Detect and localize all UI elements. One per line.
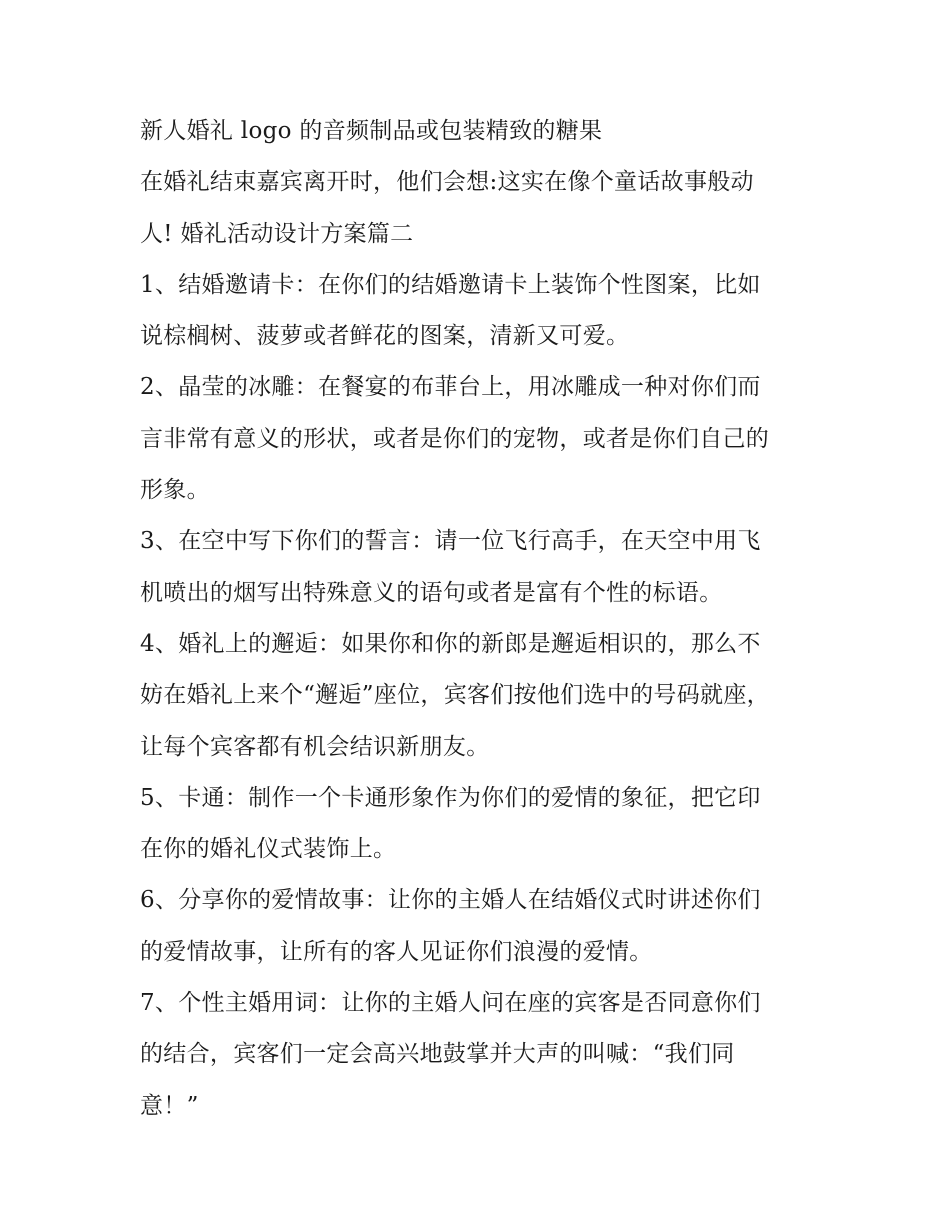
text-line: 形象。 <box>140 477 210 504</box>
text-line: 的爱情故事，让所有的客人见证你们浪漫的爱情。 <box>140 938 653 965</box>
text-line: 1、结婚邀请卡：在你们的结婚邀请卡上装饰个性图案，比如 <box>140 271 761 298</box>
text-line: 让每个宾客都有机会结识新朋友。 <box>140 733 490 760</box>
text-line: 在婚礼结束嘉宾离开时，他们会想:这实在像个童话故事般动 <box>140 169 754 196</box>
text-line: 妨在婚礼上来个“邂逅”座位，宾客们按他们选中的号码就座， <box>140 682 770 709</box>
text-line: 机喷出的烟写出特殊意义的语句或者是富有个性的标语。 <box>140 579 723 606</box>
text-line: 言非常有意义的形状，或者是你们的宠物，或者是你们自己的 <box>140 425 770 452</box>
text-line: 7、个性主婚用词：让你的主婚人问在座的宾客是否同意你们 <box>140 990 761 1017</box>
text-line: 2、晶莹的冰雕：在餐宴的布菲台上，用冰雕成一种对你们而 <box>140 374 761 401</box>
text-line: 3、在空中写下你们的誓言：请一位飞行高手，在天空中用飞 <box>140 528 761 555</box>
text-line: 6、分享你的爱情故事：让你的主婚人在结婚仪式时讲述你们 <box>140 887 761 914</box>
text-line: 的结合，宾客们一定会高兴地鼓掌并大声的叫喊：“我们同 <box>140 1041 735 1068</box>
text-line: 5、卡通：制作一个卡通形象作为你们的爱情的象征，把它印 <box>140 784 761 811</box>
document-body <box>140 106 820 1132</box>
text-line: 说棕榈树、菠萝或者鲜花的图案，清新又可爱。 <box>140 323 630 350</box>
text-line: 人! 婚礼活动设计方案篇二 <box>140 220 414 247</box>
text-line: 意！” <box>140 1092 199 1119</box>
text-line: 4、婚礼上的邂逅：如果你和你的新郎是邂逅相识的，那么不 <box>140 630 761 657</box>
text-line: 新人婚礼 logo 的音频制品或包装精致的糖果 <box>140 118 603 144</box>
text-line: 在你的婚礼仪式装饰上。 <box>140 836 397 863</box>
